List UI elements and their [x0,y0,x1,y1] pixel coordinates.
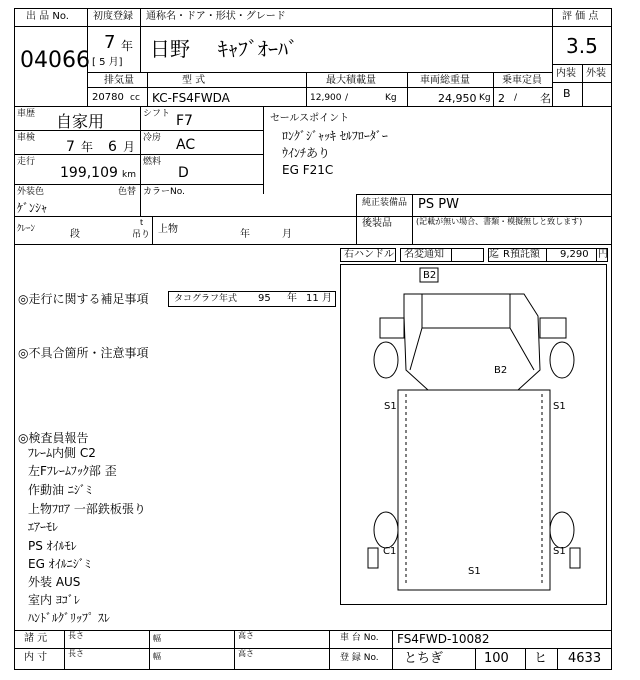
divider [87,87,552,88]
inspection-month: 6 [108,139,117,155]
max-load-slash: / [345,93,349,103]
divider [525,648,526,670]
divider [14,26,87,27]
divider [475,648,476,670]
divider [14,244,612,245]
ac-value: AC [176,137,196,153]
divider [140,106,141,216]
mirror-right [540,318,566,338]
running-notes-label: ◎走行に関する補足事項 [18,292,149,306]
history-value: 自家用 [56,112,105,131]
exterior-label: 外装 [586,68,606,79]
displacement-label: 排気量 [104,75,134,86]
divider [14,106,612,107]
inner-height-label: 高さ [238,649,254,658]
divider [407,72,408,106]
max-load-value: 12,900 [310,93,342,103]
inspector-line: 室内 ﾖｺﾞﾚ [28,593,80,607]
inspection-tsuki: 月 [123,140,136,154]
divider [87,26,552,27]
tacho-nen: 年 [287,293,297,304]
divider [14,184,263,185]
deck-year: 年 [240,229,250,240]
deck-month: 月 [282,229,292,240]
inspector-label: ◎検査員報告 [18,431,89,445]
sales-point-line: ﾛﾝｸﾞｼﾞｬｯｷ ｾﾙﾌﾛｰﾀﾞｰ [282,129,388,143]
bumper-rear-right [570,548,580,568]
divider [552,26,612,27]
reg-region: とちぎ [404,651,444,666]
divider [329,630,330,670]
score-label: 評 価 点 [562,11,599,22]
inspector-line: 外装 AUS [28,575,81,589]
capacity-unit: 名 [540,92,551,105]
capacity-value: 2 [498,92,505,105]
divider [451,248,452,262]
body-inner-line [406,394,542,584]
right-hand-label: 右ハンドル [344,249,394,260]
damage-s1-left: S1 [384,401,397,412]
mileage-label: 走行 [17,157,36,167]
inner-label: 内 寸 [24,652,48,663]
damage-s1-right: S1 [553,401,566,412]
mileage-value: 199,109 [60,165,118,181]
recycle-yen: 円 [598,249,608,260]
deck-label: 上物 [158,224,178,235]
crane-hanging: 吊り [132,230,151,240]
divider [152,216,153,244]
tacho-label: タコグラフ年式 [174,294,238,304]
displacement-value: 20780 [92,92,124,103]
inspection-year: 7 [66,139,75,155]
wheel-rear-right [550,512,574,548]
mileage-unit: km [122,170,136,180]
inspector-line: EG ｵｲﾙﾆｼﾞﾐ [28,557,91,571]
wheel-front-right [550,342,574,378]
max-load-unit: Kg [385,93,397,103]
inspection-label: 車検 [17,133,36,143]
divider [493,72,494,106]
inspection-nen: 年 [81,140,94,154]
divider [149,630,150,670]
std-equipment-label: 純正装備品 [362,198,408,208]
divider [14,630,612,631]
ext-color-value: ｹﾞﾝｼｬ [17,201,48,215]
divider [147,72,148,106]
wheel-front-left [374,342,398,378]
sales-point-line: ｳｲﾝﾁあり [282,146,331,160]
divider [234,630,235,670]
divider [14,648,612,649]
displacement-unit: cc [130,93,140,103]
first-reg-nen: 年 [121,39,134,53]
inspector-line: ﾌﾚｰﾑ内側 C2 [28,446,96,460]
divider [356,194,612,195]
divider [87,72,552,73]
reg-number: 4633 [568,651,602,666]
divider [552,8,553,106]
divider [263,106,264,194]
damage-b2: B2 [494,365,508,376]
cab-roof-line [422,294,510,328]
tacho-month: 11 [306,293,319,304]
tacho-year: 95 [258,293,271,304]
title-label: 通称名・ドア・形状・グレード [146,11,286,22]
chassis-label: 車 台 No. [340,633,379,643]
name-change-until: 迄 [489,249,499,260]
max-load-label: 最大積載量 [326,75,376,86]
cargo-body [398,390,550,590]
mirror-left [380,318,404,338]
divider [392,630,393,670]
lot-label: 出 品 No. [26,11,69,22]
inner-width-label: 幅 [153,652,161,661]
fuel-label: 燃料 [143,157,162,167]
divider [64,630,65,670]
capacity-label: 乗車定員 [502,75,542,86]
color-no-label: カラーNo. [143,187,185,197]
dims-label: 諸 元 [24,633,48,644]
shift-value: F7 [176,113,193,129]
reg-label: 登 録 No. [340,653,379,663]
gross-weight-value: 24,950 [438,92,477,105]
recycle-amount: 9,290 [560,249,589,260]
divider [14,154,263,155]
length-label: 長さ [68,631,84,640]
divider [412,194,413,244]
std-equipment-value: PS PW [418,197,459,212]
inspector-line: 左Fﾌﾚｰﾑﾌｯｸ部 歪 [28,464,117,478]
inspector-line: 上物ﾌﾛｱ 一部鉄板張り [28,502,146,516]
ac-label: 冷房 [143,133,162,143]
wheel-rear-left [374,512,398,548]
model-code: KC-FS4FWDA [152,91,230,105]
aftermarket-label: 後装品 [362,218,392,229]
sales-points-label: セールスポイント [270,113,350,124]
reg-class: 100 [484,651,509,666]
gross-weight-unit: Kg [479,93,491,103]
capacity-slash: / [514,93,518,103]
diagram-frame [341,265,607,605]
bumper-rear-left [368,548,378,568]
crane-label: ｸﾚｰﾝ [17,224,36,234]
color-change-label: 色替 [118,187,137,197]
divider [14,130,263,131]
height-label: 高さ [238,631,254,640]
crane-ton: t [140,218,144,227]
divider [596,248,597,262]
inner-length-label: 長さ [68,649,84,658]
maker-name: 日野 [150,37,190,61]
reg-kana: ヒ [534,651,548,666]
interior-label: 内装 [556,68,576,79]
first-reg-month: [ 5 月] [92,57,123,68]
first-reg-year: 7 [104,32,116,53]
chassis-number: FS4FWD-10082 [397,632,490,646]
defects-label: ◎不具合箇所・注意事項 [18,346,149,360]
cab-outline [404,294,540,390]
truck-diagram [340,264,608,606]
width-label: 幅 [153,634,161,643]
damage-s1-bottom: S1 [468,566,481,577]
first-reg-label: 初度登録 [93,11,133,22]
gross-weight-label: 車両総重量 [420,75,470,86]
shift-label: シフト [143,109,171,119]
inspector-line: ﾊﾝﾄﾞﾙｸﾞﾘｯﾌﾟ ｽﾚ [28,611,110,625]
divider [546,248,547,262]
fuel-value: D [178,165,189,181]
damage-c1: C1 [383,546,397,557]
name-change-label: 名変通知 [404,249,444,260]
score-value: 3.5 [566,34,598,58]
inspector-line: PS ｵｲﾙﾓﾚ [28,539,77,553]
model-name: ｷｬﾌﾞｵｰﾊﾞ [218,37,298,61]
divider [582,64,583,106]
inspector-line: 作動油 ﾆｼﾞﾐ [28,483,92,497]
lot-number: 04066 [20,48,90,73]
type-label: 型 式 [182,75,206,86]
recycle-label: R預託額 [503,249,540,260]
aftermarket-note: (記載が無い場合、書類・模擬無しと致します) [416,217,583,226]
divider [140,8,141,72]
divider [557,648,558,670]
divider [356,194,357,244]
cab-front [410,328,534,370]
ext-color-label: 外装色 [17,187,45,197]
tacho-tsuki: 月 [322,293,332,304]
damage-s1-rear-right: S1 [553,546,566,557]
sales-point-line: EG F21C [282,163,334,177]
history-label: 車歴 [17,109,36,119]
divider [306,72,307,106]
inspector-line: ｴｱｰﾓﾚ [28,520,59,534]
interior-grade: B [563,87,571,100]
damage-b2-box: B2 [423,270,437,281]
crane-stage: 段 [70,229,80,240]
